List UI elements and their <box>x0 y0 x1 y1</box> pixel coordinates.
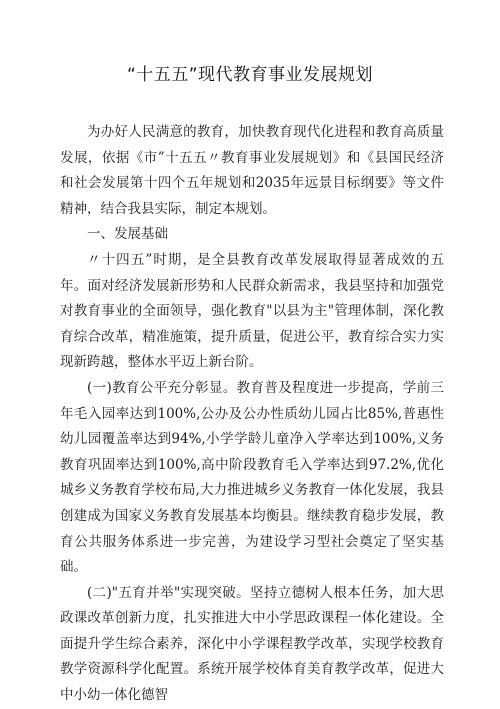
document-body <box>60 120 444 709</box>
paragraph-five-education: (二)"五育并举"实现突破。坚持立德树人根本任务，加大思政课改革创新力度，扎实推进大中小学思政课程一体化建设。全面提升学生综合素养，深化中小学课程教学改革，实现学校教育教学资源科学化配置。系统开展学校体育美育教学改革，促进大中小幼一体化德智 <box>60 584 444 704</box>
paragraph-fourteenth-five-year: 〃十四五”时期，是全县教育改革发展取得显著成效的五年。面对经济发展新形势和人民群众新需求，我县坚持和加强党对教育事业的全面领导，强化教育"以县为主"管理体制，深化教育综合改革，精准施策，提升质量，促进公平，教育综合实力实现新跨越，整体水平迈上新台阶。 <box>60 251 444 371</box>
document-title: “十五五”现代教育事业发展规划 <box>126 65 374 85</box>
paragraph-intro: 为办好人民满意的教育，加快教育现代化进程和教育高质量发展，依据《市”十五五〃教育事业发展规划》和《县国民经济和社会发展第十四个五年规划和2035年远景目标纲要》等文件精神，结合我县实际，制定本规划。 <box>60 124 444 217</box>
paragraph-education-equity: (一)教育公平充分彰显。教育普及程度进一步提高，学前三年毛入园率达到100%,公办及公办性质幼儿园占比85%,普惠性幼儿园覆盖率达到94%,小学学龄儿童净入学率达到100%,义务教育巩固率达到100%,高中阶段教育毛入学率达到97.2%,优化城乡义务教育学校布局,大力推进城乡义务教育一体化发展，我县创建成为国家义务教育发展基本均衡县。继续教育稳步发展，教育公共服务体系进一步完善，为建设学习型社会奠定了坚实基础。 <box>60 379 444 576</box>
section-heading-development-basis: 一、发展基础 <box>87 226 168 243</box>
